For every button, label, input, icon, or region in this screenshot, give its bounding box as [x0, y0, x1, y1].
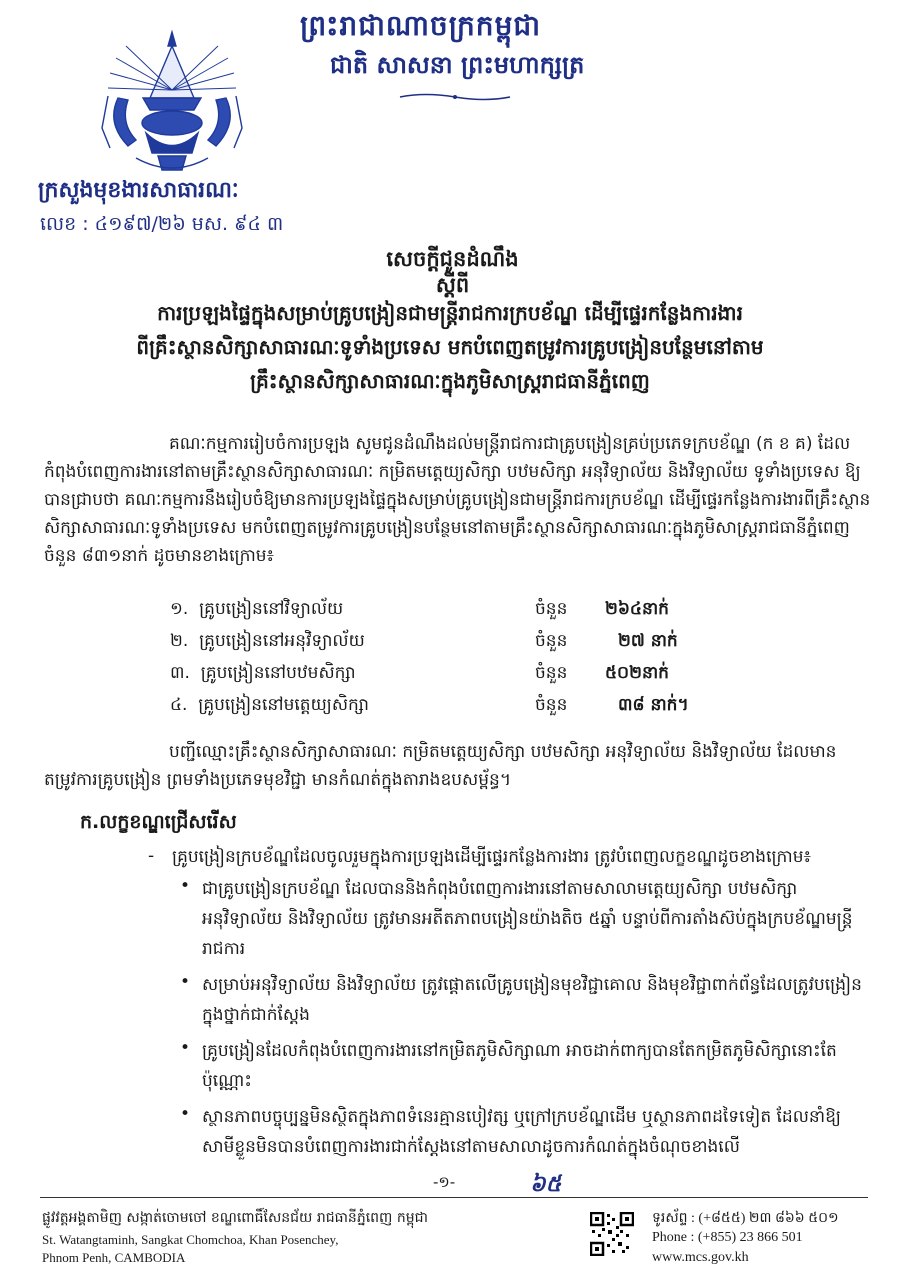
- footer-phone-english: Phone : (+855) 23 866 501: [652, 1230, 803, 1245]
- list-item-count: ៥០២នាក់: [605, 663, 669, 683]
- list-item: ២. គ្រូបង្រៀននៅអនុវិទ្យាល័យ: [170, 631, 365, 651]
- notice-topic-line-2: ពីគ្រឹះស្ថានសិក្សាសាធារណៈទូទាំងប្រទេស មកបំពេញតម្រូវការគ្រូបង្រៀនបន្ថែមនៅតាម: [136, 335, 764, 359]
- intro-paragraph: គណៈកម្មការរៀបចំការប្រឡង សូមជូនដំណឹងដល់មន្ត្រីរាជការជាគ្រូបង្រៀនគ្រប់ប្រភេទក្របខ័ណ្ឌ (ក ខ គ) ដែលកំពុងបំពេញការងារនៅតាមគ្រឹះស្ថានសិក្សាសាធារណៈ កម្រិតមត្តេយ្យសិក្សា បឋមសិក្សា អនុវិទ្យាល័យ និងវិទ្យាល័យ ទូទាំងប្រទេស ឱ្យបានជ្រាបថា គណៈកម្មការនឹងរៀបចំឱ្យមានការប្រឡងផ្ទៃក្នុងសម្រាប់គ្រូបង្រៀនជាមន្ត្រីរាជការក្របខ័ណ្ឌ ដើម្បីផ្ទេរកន្លែងការងារពីគ្រឹះស្ថានសិក្សាសាធារណៈទូទាំងប្រទេស មកបំពេញតម្រូវការគ្រូបង្រៀនបន្ថែមនៅតាមគ្រឹះស្ថានសិក្សាសាធារណៈក្នុងភូមិសាស្ត្ររាជធានីភ្នំពេញ ចំនួន ៨៣១នាក់ ដូចមានខាងក្រោម៖: [44, 434, 871, 566]
- kingdom-motto: ជាតិ សាសនា ព្រះមហាក្សត្រ: [330, 51, 585, 79]
- criteria-bullet: សម្រាប់អនុវិទ្យាល័យ និងវិទ្យាល័យ ត្រូវផ្តោតលើគ្រូបង្រៀនមុខវិជ្ជាគោល និងមុខវិជ្ជាពាក់ព័ន្ធដែលត្រូវបង្រៀនក្នុងថ្នាក់ជាក់ស្តែង: [202, 975, 862, 1025]
- notice-title: សេចក្តីជូនដំណឹង: [386, 247, 519, 271]
- reference-number: លេខ : ៤១៩៧/២៦ មស. ៩៤ ៣: [40, 213, 284, 235]
- notice-topic-line-1: ការប្រឡងផ្ទៃក្នុងសម្រាប់គ្រូបង្រៀនជាមន្ត្រីរាជការក្របខ័ណ្ឌ ដើម្បីផ្ទេរកន្លែងការងារ: [157, 301, 743, 325]
- footer-divider: [40, 1197, 868, 1198]
- list-item-count-label: ចំនួន: [535, 695, 568, 715]
- section-title-criteria: ក.លក្ខខណ្ឌជ្រើសរើស: [80, 811, 237, 833]
- handwritten-mark: ៦៥: [530, 1172, 562, 1197]
- list-item: ៤. គ្រូបង្រៀននៅមត្តេយ្យសិក្សា: [170, 695, 370, 715]
- footer-address-english-2: Phnom Penh, CAMBODIA: [42, 1250, 186, 1265]
- annex-paragraph: បញ្ជីឈ្មោះគ្រឹះស្ថានសិក្សាសាធារណៈ កម្រិតមត្តេយ្យសិក្សា បឋមសិក្សា អនុវិទ្យាល័យ និងវិទ្យាល័យ ដែលមានតម្រូវការគ្រូបង្រៀន ព្រមទាំងប្រភេទមុខវិជ្ជា មានកំណត់ក្នុងតារាងឧបសម្ព័ន្ធ។: [44, 742, 837, 790]
- kingdom-title: ព្រះរាជាណាចក្រកម្ពុជា: [300, 9, 542, 42]
- qr-code-icon: [590, 1212, 634, 1256]
- bullet-marker: •: [180, 1038, 191, 1058]
- royal-emblem-icon: [88, 28, 256, 178]
- ornament-divider-icon: [395, 92, 515, 102]
- criteria-bullet: ស្ថានភាពបច្ចុប្បន្នមិនស្ថិតក្នុងភាពទំនេរគ្មានបៀវត្ស ឬក្រៅក្របខ័ណ្ឌដើម ឬស្ថានភាពដទៃទៀត ដែលនាំឱ្យសាមីខ្លួនមិនបានបំពេញការងារជាក់ស្តែងនៅតាមសាលាដូចការកំណត់ក្នុងចំណុចខាងលើ: [202, 1107, 841, 1157]
- footer-address-english-1: St. Watangtaminh, Sangkat Chomchoa, Khan Posenchey,: [42, 1232, 339, 1247]
- list-item-count-label: ចំនួន: [535, 631, 568, 651]
- criteria-bullet: ជាគ្រូបង្រៀនក្របខ័ណ្ឌ ដែលបាននិងកំពុងបំពេញការងារនៅតាមសាលាមត្តេយ្យសិក្សា បឋមសិក្សា អនុវិទ្យាល័យ និងវិទ្យាល័យ ត្រូវមានអតីតភាពបង្រៀនយ៉ាងតិច ៥ឆ្នាំ បន្ទាប់ពីការតាំងស៊ប់ក្នុងក្របខ័ណ្ឌមន្ត្រីរាជការ: [202, 879, 853, 959]
- notice-subtitle: ស្តីពី: [435, 273, 470, 297]
- bullet-marker: •: [180, 876, 191, 896]
- notice-topic-line-3: គ្រឹះស្ថានសិក្សាសាធារណៈក្នុងភូមិសាស្ត្ររាជធានីភ្នំពេញ: [250, 369, 650, 393]
- footer-website: www.mcs.gov.kh: [652, 1250, 749, 1265]
- ministry-name: ក្រសួងមុខងារសាធារណៈ: [38, 178, 239, 203]
- criteria-intro: គ្រូបង្រៀនក្របខ័ណ្ឌដែលចូលរួមក្នុងការប្រឡងដើម្បីផ្ទេរកន្លែងការងារ ត្រូវបំពេញលក្ខខណ្ឌដូចខាងក្រោម៖: [172, 847, 812, 867]
- criteria-bullet: គ្រូបង្រៀនដែលកំពុងបំពេញការងារនៅកម្រិតភូមិសិក្សាណា អាចដាក់ពាក្យបានតែកម្រិតភូមិសិក្សានោះតែប៉ុណ្ណោះ: [202, 1041, 837, 1091]
- list-item-count-label: ចំនួន: [535, 599, 568, 619]
- dash-marker: -: [148, 846, 155, 866]
- bullet-marker: •: [180, 1104, 191, 1124]
- list-item: ១. គ្រូបង្រៀននៅវិទ្យាល័យ: [170, 599, 344, 619]
- list-item: ៣. គ្រូបង្រៀននៅបឋមសិក្សា: [170, 663, 356, 683]
- footer-address-khmer: ផ្លូវវត្តអង្គតាមិញ សង្កាត់ចោមចៅ ខណ្ឌពោធិ៍សែនជ័យ រាជធានីភ្នំពេញ កម្ពុជា: [42, 1210, 428, 1226]
- list-item-count: ៣៨ នាក់។: [618, 695, 689, 715]
- page-number: -១-: [433, 1173, 456, 1191]
- list-item-count: ២៧ នាក់: [618, 631, 678, 651]
- list-item-count-label: ចំនួន: [535, 663, 568, 683]
- bullet-marker: •: [180, 972, 191, 992]
- list-item-count: ២៦៤នាក់: [605, 599, 669, 619]
- footer-phone-khmer: ទូរស័ព្ទ : (+៨៥៥) ២៣ ៨៦៦ ៥០១: [652, 1211, 839, 1226]
